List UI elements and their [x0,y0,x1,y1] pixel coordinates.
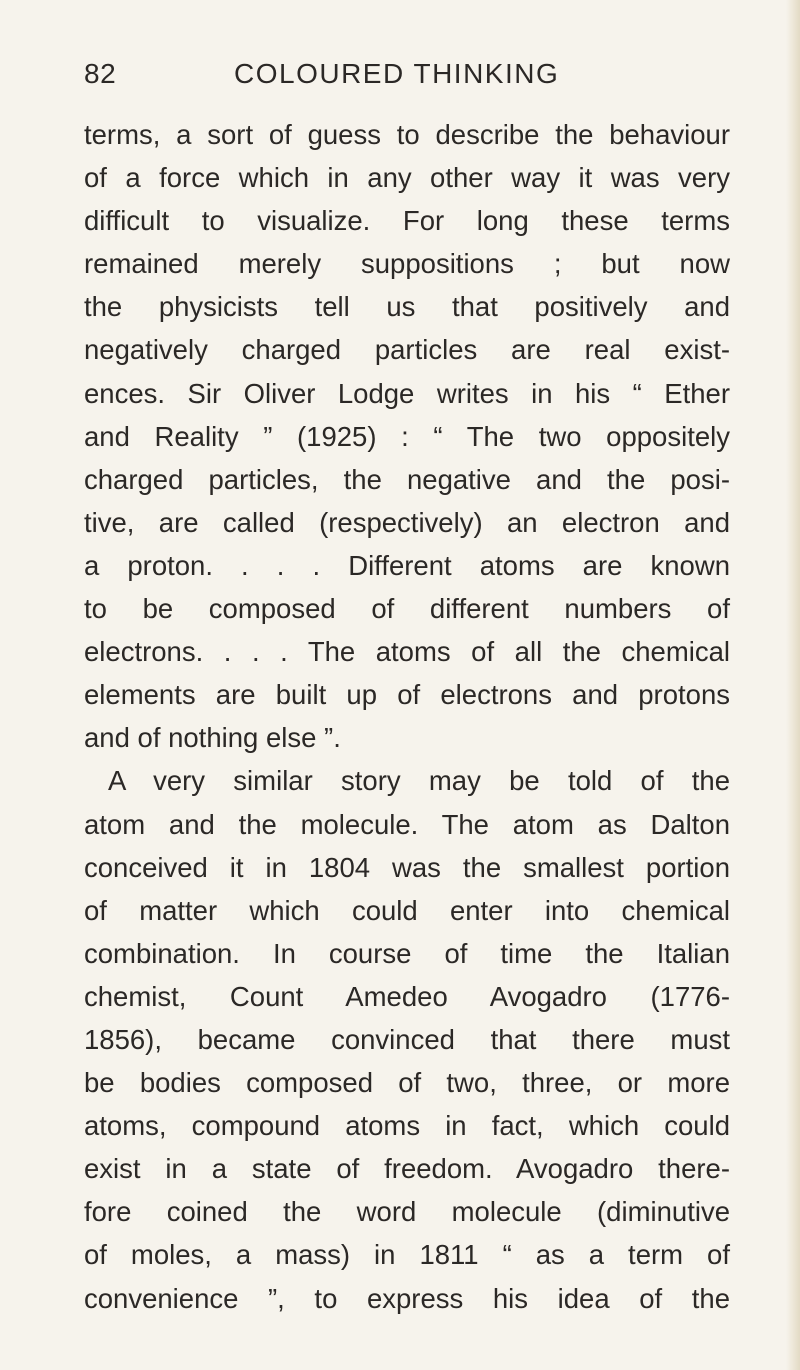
running-title: COLOURED THINKING [234,58,560,89]
page-edge-shadow [786,0,800,1370]
text-line: combination. In course of time the Italian [84,937,730,969]
text-line: remained merely suppositions ; but now [84,248,730,280]
text-line: 1856), became convinced that there must [84,1023,730,1055]
text-line: negatively charged particles are real exist- [84,334,730,366]
running-head [84,58,724,98]
page-number: 82 [84,58,117,89]
text-line: convenience ”, to express his idea of the [84,1282,730,1314]
text-line: of a force which in any other way it was very [84,162,730,194]
text-line: charged particles, the negative and the posi- [84,463,730,495]
text-line: and Reality ” (1925) : “ The two oppositely [84,420,730,452]
text-line: atoms, compound atoms in fact, which could [84,1110,730,1142]
body-text [84,113,730,1320]
text-line: electrons. . . . The atoms of all the chemical [84,636,730,668]
text-line: terms, a sort of guess to describe the behaviour [84,119,730,150]
text-line: and of nothing else ”. [84,722,341,754]
text-line: of moles, a mass) in 1811 “ as a term of [84,1239,730,1271]
text-line: conceived it in 1804 was the smallest portion [84,851,730,883]
text-line: difficult to visualize. For long these terms [84,205,730,237]
text-line: exist in a state of freedom. Avogadro there- [84,1153,730,1185]
text-line: of matter which could enter into chemical [84,894,730,926]
text-line: be bodies composed of two, three, or more [84,1067,730,1099]
text-line: to be composed of different numbers of [84,593,730,625]
text-line: a proton. . . . Different atoms are known [84,549,730,581]
text-line: A very similar story may be told of the [108,765,730,797]
text-line: tive, are called (respectively) an electron and [84,506,730,538]
text-line: atom and the molecule. The atom as Dalton [84,808,730,840]
text-line: fore coined the word molecule (diminutive [84,1196,730,1228]
text-line: chemist, Count Amedeo Avogadro (1776- [84,980,730,1012]
text-line: ences. Sir Oliver Lodge writes in his “ Ether [84,377,730,409]
text-line: the physicists tell us that positively and [84,291,730,323]
text-line: elements are built up of electrons and protons [84,679,730,711]
